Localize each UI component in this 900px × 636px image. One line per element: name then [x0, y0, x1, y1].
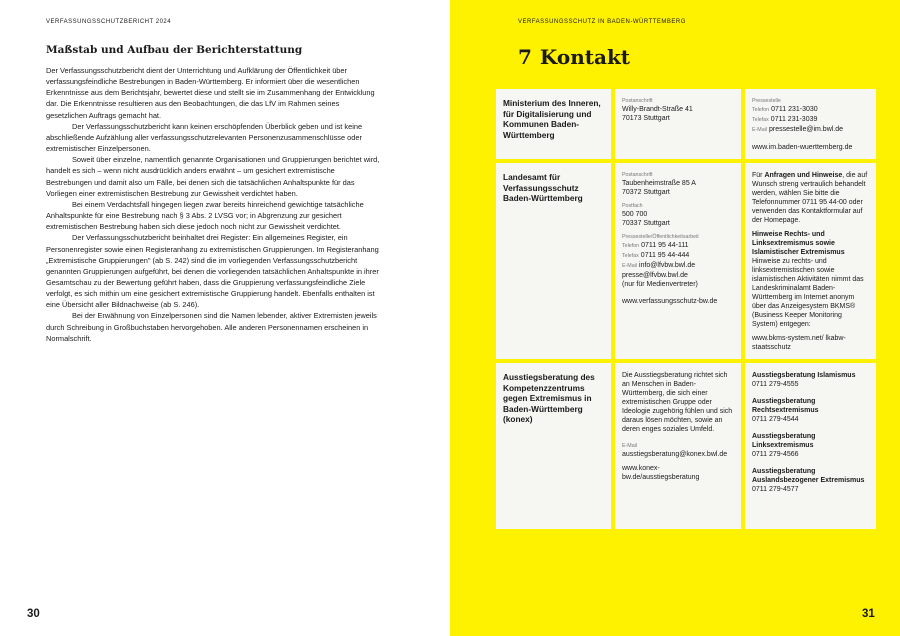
org-cell — [496, 363, 611, 529]
contact-title: Ausstiegsberatung Rechtsextremismus — [752, 398, 819, 414]
org-cell — [496, 89, 611, 159]
paragraph: Der Verfassungsschutzbericht beinhaltet drei Register: Ein allgemeines Register, ein Personenregister sowie einen Registeranhang zu extremistischen Gruppierungen. Im Registeranhang „Extremistische Gruppierungen" (ab S. 242) sind die im vorliegenden Verfassungsschutzbericht genannten Gruppierungen aufgeführt, bei denen die vorliegenden tatsächlichen Anhaltspunkte in ihrer Gesamtschau zu der Bewertung geführt haben, dass die Gruppierung verfassungsfeindliche Ziele verfolgt, es sich mithin um eine gesichert extremistische Gruppierung handelt. Ebenfalls enthalten ist eine Übersicht aller Bildnachweise (ab S. 246). — [46, 233, 379, 310]
postanschrift-label: Postanschrift — [622, 98, 653, 104]
org-name: Landesamt für Verfassungsschutz Baden-Württemberg — [503, 172, 583, 203]
right-page — [450, 0, 900, 636]
contact-phone: 0711 279-4555 — [752, 381, 799, 388]
description-cell — [615, 363, 741, 529]
contact-title: Ausstiegsberatung Islamismus — [752, 372, 856, 379]
contact-title: Ausstiegsberatung Linksextremismus — [752, 433, 816, 449]
contact-title: Ausstiegsberatung Auslandsbezogener Extremismus — [752, 468, 865, 484]
anfragen-text — [752, 171, 869, 225]
contact-phone: 0711 279-4577 — [752, 486, 799, 493]
address-cell — [615, 89, 741, 159]
presse-label: Pressestelle/Öffentlichkeitsarbeit — [622, 234, 699, 240]
street: Willy-Brandt-Straße 41 — [622, 106, 693, 113]
paragraph: Der Verfassungsschutzbericht dient der Unterrichtung und Aufklärung der Öffentlichkeit über verfassungsfeindliche Bestrebungen in Baden-Württemberg. Er informiert über die wesentlichen Erkenntnisse aus dem Berichtsjahr, bewertet diese und stellt sie im Zusammenhang der Entwicklung dar. Die Erkenntnisse resultieren aus den Beobachtungen, die das LfV im Rahmen seines gesetzlichen Auftrags gemacht hat. — [46, 66, 375, 120]
contact-row-lfv — [496, 163, 876, 359]
web-link[interactable]: www.verfassungsschutz-bw.de — [622, 298, 718, 305]
postfach: 500 700 — [622, 211, 648, 218]
telefax: 0711 95 44-444 — [640, 252, 690, 259]
paragraph: Bei der Erwähnung von Einzelpersonen sind die Namen lebender, aktiver Extremisten jeweils durch Schreibung in Großbuchstaben hervorgehoben. Alle anderen Personennamen erscheinen in Normalschrift. — [46, 311, 377, 343]
telefon: 0711 95 44-111 — [641, 242, 689, 249]
press-cell — [745, 89, 876, 159]
web-link[interactable]: www.im.baden-wuerttemberg.de — [752, 144, 853, 151]
email-press-link[interactable]: presse@lfvbw.bwl.de — [622, 272, 688, 279]
paragraph: Der Verfassungsschutzbericht kann keinen erschöpfenden Überblick geben und ist keine abschließende Aufzählung aller verfassungsschutzrelevanten Personenzusammenschlüsse oder extremistischer Einzelpersonen. — [46, 121, 363, 154]
body-text — [46, 65, 382, 344]
hinweise-heading: Hinweise Rechts- und Linksextremismus sowie Islamistischer Extremismus — [752, 231, 845, 256]
email-label: E-Mail — [622, 263, 638, 269]
web-link[interactable]: www.konex-bw.de/ausstiegsberatung — [622, 465, 700, 481]
contact-table — [496, 89, 876, 533]
postanschrift-label: Postanschrift — [622, 172, 653, 178]
anfragen-bold: Anfragen und Hinweise — [764, 172, 843, 179]
address-cell — [615, 163, 741, 359]
org-cell — [496, 163, 611, 359]
presse-label: Pressestelle — [752, 98, 781, 104]
section-heading: Maßstab und Aufbau der Berichterstattung — [46, 44, 303, 56]
telefon-label: Telefon — [752, 107, 770, 113]
email-link[interactable]: info@lfvbw.bwl.de — [639, 262, 696, 269]
street: Taubenheimstraße 85 A — [622, 180, 696, 187]
email-link[interactable]: ausstiegsberatung@konex.bwl.de — [622, 451, 728, 458]
email-link[interactable]: pressestelle@im.bwl.de — [769, 126, 844, 133]
anfragen-post: , die auf Wunsch streng vertraulich behandelt werden, wählen Sie bitte die Telefonnummer 0711 95 44-00 oder verwenden das Kontaktformular auf der Homepage. — [752, 172, 868, 224]
running-header-left: VERFASSUNGSSCHUTZBERICHT 2024 — [46, 19, 172, 25]
contact-phone: 0711 279-4544 — [752, 416, 799, 423]
chapter-number: 7 — [518, 45, 532, 69]
email-label: E-Mail — [752, 127, 768, 133]
org-name: Ministerium des Inneren, für Digitalisierung und Kommunen Baden-Württemberg — [503, 98, 601, 140]
paragraph: Soweit über einzelne, namentlich genannte Organisationen und Gruppierungen berichtet wird, handelt es sich – wenn nicht ausdrücklich anders erwähnt – um gesichert extremistische Bestrebungen und damit also um Fälle, bei denen sich die tatsächlichen Anhaltspunkte für das Vorliegen einer extremistischen Bestrebung zur Gewissheit verdichtet haben. — [46, 155, 380, 198]
contact-row-ministerium — [496, 89, 876, 159]
chapter-title — [518, 45, 630, 69]
telefon: 0711 231-3030 — [771, 106, 818, 113]
contact-row-konex — [496, 363, 876, 529]
telefon-label: Telefon — [622, 243, 640, 249]
email-label: E-Mail — [622, 443, 638, 449]
paragraph: Bei einem Verdachtsfall hingegen liegen zwar bereits hinreichend gewichtige tatsächliche Anhaltspunkte für eine Bestrebung nach § 3 Abs. 2 LVSG vor; in Abgrenzung zur gesichert extremistischen Bestrebung haben sich diese jedoch noch nicht zur Gewissheit verdichtet. — [46, 199, 364, 232]
page-number-right: 31 — [862, 608, 875, 620]
page-number-left: 30 — [27, 608, 40, 620]
hinweise-cell — [745, 163, 876, 359]
telefax-label: Telefax — [752, 117, 769, 123]
description: Die Ausstiegsberatung richtet sich an Menschen in Baden-Württemberg, die sich einer extremistischen Gruppe oder Ideologie zugehörig fühlen und sich daraus lösen möchten, sowie an deren enges soziales Umfeld. — [622, 372, 733, 433]
telefax-label: Telefax — [622, 253, 639, 259]
contact-phone: 0711 279-4566 — [752, 451, 799, 458]
city: 70372 Stuttgart — [622, 189, 670, 196]
phones-cell — [745, 363, 876, 529]
chapter-title-text: Kontakt — [539, 45, 631, 69]
city: 70173 Stuttgart — [622, 115, 670, 122]
telefax: 0711 231-3039 — [770, 116, 818, 123]
hinweise-text: Hinweise zu rechts- und linksextremistischen sowie islamistischen Aktivitäten nimmt das Landeskriminalamt Baden-Württemberg im Internet anonym über das Anzeigesystem BKMS® (Business Keeper Monitoring System) entgegen: — [752, 258, 864, 328]
email-press-note: (nur für Medienvertreter) — [622, 281, 698, 288]
bkms-link[interactable]: www.bkms-system.net/ lkabw-staatsschutz — [752, 335, 846, 351]
org-name: Ausstiegsberatung des Kompetenzzentrums gegen Extremismus in Baden-Württemberg (konex) — [503, 372, 595, 424]
postfach-city: 70337 Stuttgart — [622, 220, 670, 227]
postfach-label: Postfach — [622, 203, 643, 209]
anfragen-pre: Für — [752, 172, 765, 179]
running-header-right: VERFASSUNGSSCHUTZ IN BADEN-WÜRTTEMBERG — [518, 19, 686, 25]
